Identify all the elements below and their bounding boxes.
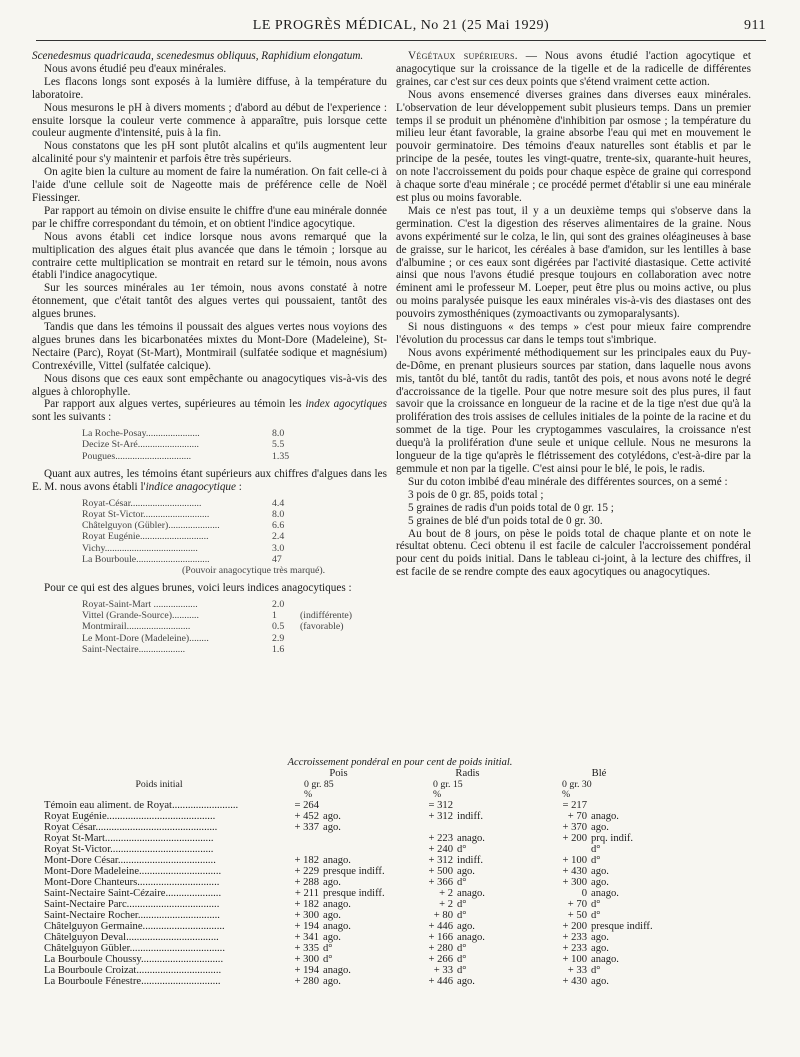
table-row	[44, 877, 764, 888]
row-label: Mont-Dore César.....................................	[44, 855, 216, 866]
table-cell: + 452	[294, 811, 319, 822]
row-label: Témoin eau aliment. de Royat.........................	[44, 800, 239, 811]
list-note	[82, 565, 387, 576]
table-cell: d°	[457, 844, 467, 855]
table-cell: d°	[591, 965, 601, 976]
item-label: La Bourboule..............................	[82, 553, 210, 565]
text: index agocytiques	[305, 398, 388, 411]
item-value: 8.0	[272, 428, 285, 440]
table-cell: + 312	[428, 855, 453, 866]
table-cell	[323, 844, 403, 855]
paragraph: Nous constatons que les pH sont plutôt alcalins et qu'ils augmentent leur alcalinité pour s'y maintenir et parfois être très supérieurs.	[32, 140, 387, 166]
table-cell	[274, 844, 323, 855]
list-item	[82, 498, 387, 509]
paragraph: Sur du coton imbibé d'eau minérale des différentes sources, on a semé :	[408, 475, 728, 488]
column-header-pois: Pois	[329, 768, 348, 779]
table-cell: + 335	[294, 943, 319, 954]
list-item	[82, 543, 387, 554]
item-label: Royat St-Victor...........................	[82, 508, 210, 520]
header-rule	[36, 40, 766, 41]
table-cell: + 370	[562, 822, 587, 833]
table-cell: + 300	[562, 877, 587, 888]
item-value: 6.6	[272, 520, 285, 532]
table-cell: + 366	[428, 877, 453, 888]
row-label: Mont-Dore Madeleine...............................	[44, 866, 222, 877]
table-cell: = 312	[428, 800, 453, 811]
paragraph: Nous mesurons le pH à divers moments ; d'abord au début de l'experience : ensuite lorsque la couleur verte commence à apparaître, puis lorsque cette couleur augmente d'intensité, puis à la fin.	[32, 101, 387, 140]
table-cell: d°	[591, 899, 601, 910]
table-cell: + 200	[562, 921, 587, 932]
agocytic-index-list	[82, 428, 387, 462]
table-cell: ago.	[591, 976, 609, 987]
table-cell: ago.	[323, 822, 341, 833]
list-item	[82, 520, 387, 531]
page-header	[36, 18, 766, 36]
list-item	[82, 621, 387, 632]
row-label: Royat Eugénie.........................................	[44, 811, 216, 822]
table-cell: d°	[323, 943, 333, 954]
table-cell: + 182	[294, 855, 319, 866]
table-cell: ago.	[323, 910, 341, 921]
list-item	[82, 554, 387, 565]
initial-weight-radis: 0 gr. 15	[433, 779, 463, 790]
table-cell: + 240	[428, 844, 453, 855]
table-cell: ago.	[457, 921, 475, 932]
item-label: Le Mont-Dore (Madeleine)........	[82, 632, 209, 644]
item-label: Royat Eugénie............................	[82, 531, 209, 543]
table-cell: + 200	[562, 833, 587, 844]
list-item	[82, 439, 387, 450]
table-cell: anago.	[591, 954, 619, 965]
table-cell: + 233	[562, 932, 587, 943]
item-note: (favorable)	[300, 621, 344, 633]
table-cell: presque indiff.	[591, 921, 653, 932]
table-cell: ago.	[323, 877, 341, 888]
table-cell: + 70	[567, 811, 587, 822]
table-cell: anago.	[323, 899, 351, 910]
item-label: Vittel (Grande-Source)...........	[82, 610, 199, 622]
paragraph: Mais ce n'est pas tout, il y a un deuxième temps qui s'observe dans la germination. C'est la digestion des réserves alimentaires de la graine. Nous avons expérimenté sur le colza, le lin, qui sont des graines oléagineuses à base de graisse, sur le haricot, les céréales à base d'amidon, sur les lentilles à base d'albumine ; or ces eaux sont digérées par l'activité diastasique. Cette activité ainsi que nous l'avons étudié presque toujours en collaboration avec notre éminent ami le professeur M. Loeper, peut être plus ou moins active, ou plus ou moins paralysée puisque les eaux minérales vis-à-vis des diastases ont des pouvoirs zymosthéniques (zymoactivants ou zymoparalysants).	[396, 204, 751, 321]
journal-title: LE PROGRÈS MÉDICAL, No 21 (25 Mai 1929)	[252, 18, 550, 33]
percent-sign: %	[304, 789, 313, 800]
table-cell: + 182	[294, 899, 319, 910]
paragraph: Les flacons longs sont exposés à la lumière diffuse, à la température du laboratoire.	[32, 75, 387, 101]
paragraph: Pour ce qui est des algues brunes, voici leurs indices anagocytiques :	[44, 582, 352, 595]
table-row	[44, 954, 764, 965]
item-value: 1.35	[272, 450, 290, 462]
table-row	[44, 910, 764, 921]
table-cell: + 280	[294, 976, 319, 987]
list-item	[82, 531, 387, 542]
table-cell: anago.	[591, 888, 619, 899]
table-cell: ago.	[591, 866, 609, 877]
paragraph: Nous disons que ces eaux sont empêchante ou anagocytiques vis-à-vis des algues à chlorophylle.	[32, 372, 387, 398]
table-cell: indiff.	[457, 811, 483, 822]
item-value: 8.0	[272, 508, 285, 520]
row-label: Saint-Nectaire Parc...................................	[44, 899, 220, 910]
list-item	[82, 633, 387, 644]
paragraph: Tandis que dans les témoins il poussait des algues vertes nous voyions des algues brunes dans les bicarbonatées mixtes du Mont-Dore (Madeleine), St-Nectaire (Parc), Royat (St-Mart), Montmirail (sulfatée sodique et magnésium) Contrexéville, Vittel (sulfatée calcique).	[32, 321, 387, 372]
table-cell: + 312	[428, 811, 453, 822]
row-label: Châtelguyon Deval...................................	[44, 932, 219, 943]
table-subheader	[44, 780, 764, 790]
table-cell: anago.	[457, 888, 485, 899]
item-label: Royat-César.............................	[82, 497, 202, 509]
table-cell: + 33	[433, 965, 453, 976]
table-cell: 0	[581, 888, 587, 899]
row-label: Châtelguyon Gübler....................................	[44, 943, 225, 954]
table-cell: d°	[457, 910, 467, 921]
text: Par rapport aux algues vertes, supérieures au témoin les	[44, 398, 306, 411]
spacer	[82, 565, 182, 576]
list-item	[82, 644, 387, 655]
initial-weight-pois: 0 gr. 85	[304, 779, 334, 790]
growth-table	[44, 768, 764, 987]
table-cell	[457, 800, 537, 811]
table-cell: + 223	[428, 833, 453, 844]
paragraph: Par rapport au témoin on divise ensuite le chiffre d'une eau minérale donnée par le chiffre correspondant du témoin, et on obtient l'indice agocytique.	[32, 204, 387, 230]
list-item	[82, 509, 387, 520]
left-column	[32, 50, 387, 661]
table-cell: + 229	[294, 866, 319, 877]
table-cell: + 2	[439, 888, 453, 899]
table-cell: ago.	[591, 877, 609, 888]
table-cell	[323, 833, 403, 844]
table-cell: + 70	[567, 899, 587, 910]
spacer	[44, 790, 274, 800]
right-column	[396, 50, 751, 579]
table-cell: ago.	[591, 943, 609, 954]
table-row	[44, 800, 764, 811]
table-cell: ago.	[323, 811, 341, 822]
table-cell: ago.	[323, 932, 341, 943]
table-cell: ago.	[591, 932, 609, 943]
text: indice anagocytique	[145, 480, 236, 493]
table-row	[44, 943, 764, 954]
table-row	[44, 976, 764, 987]
table-cell: anago.	[591, 811, 619, 822]
table-cell: = 264	[294, 800, 319, 811]
table-cell: + 300	[294, 954, 319, 965]
item-value: 5.5	[272, 439, 285, 451]
item-value: 2.4	[272, 531, 285, 543]
item-value: 47	[272, 553, 282, 565]
row-label: La Bourboule Fénestre..............................	[44, 976, 221, 987]
paragraph: Si nous distinguons « des temps » c'est pour mieux faire comprendre l'évolution du processus car dans le temps tout s'imbrique.	[396, 321, 751, 346]
item-label: Pougues...............................	[82, 450, 192, 462]
table-cell: anago.	[323, 965, 351, 976]
list-item	[82, 451, 387, 462]
item-value: 2.0	[272, 599, 285, 611]
table-cell: + 166	[428, 932, 453, 943]
table-cell: prq. indif.	[591, 833, 634, 844]
table-cell: + 430	[562, 976, 587, 987]
item-value: 1.6	[272, 643, 285, 655]
table-cell: + 100	[562, 954, 587, 965]
item-label: Royat-Saint-Mart ..................	[82, 599, 198, 611]
table-cell: + 33	[567, 965, 587, 976]
item-label: Vichy......................................	[82, 542, 198, 554]
table-cell: + 337	[294, 822, 319, 833]
table-cell: + 194	[294, 965, 319, 976]
table-row	[44, 866, 764, 877]
table-cell: + 341	[294, 932, 319, 943]
row-label: Royat St-Victor.......................................	[44, 844, 214, 855]
paragraph	[32, 468, 387, 494]
table-cell: indiff.	[457, 855, 483, 866]
list-item	[82, 428, 387, 439]
item-label: Châtelguyon (Gübler).....................	[82, 520, 220, 532]
table-cell: d°	[457, 877, 467, 888]
table-cell: d°	[457, 954, 467, 965]
text: sont les suivants :	[32, 411, 112, 424]
column-header-radis: Radis	[455, 768, 480, 779]
table-cell: + 300	[294, 910, 319, 921]
text: — Nous avons étudié l'action agocytique et anagocytique sur la croissance de la tigelle et de la radicelle de différentes graines, car c'est sur ces deux points que s'étend vraiment cette action.	[396, 50, 751, 88]
anagocytic-index-list	[82, 498, 387, 576]
table-cell: ago.	[457, 866, 475, 877]
table-body	[44, 800, 764, 987]
table-cell: d°	[457, 965, 467, 976]
table-cell: + 211	[294, 888, 319, 899]
table-cell	[591, 800, 671, 811]
table-cell: + 100	[562, 855, 587, 866]
table-row	[44, 833, 764, 844]
table-cell: anago.	[457, 932, 485, 943]
table-cell: + 446	[428, 976, 453, 987]
paragraph: Nous avons ensemencé diverses graines dans diverses eaux minérales. L'observation de leur développement subit plusieurs temps. Dans un premier temps il se produit un phénomène d'inhibition par osmose ; la température du milieu leur étant favorable, la graine absorbe l'eau qui met en mouvement le pouvoir germinatoire. Des témoins d'eaux naturelles sont établis et par le principe de la pesée, toutes les vingt-quatre, trente-six, quarante-huit heures, on note l'accroissement du poids pour chaque espèce de graine qui correspond à chaque sorte d'eau minérale ; ce procédé permet d'établir si une eau minérale est plus ou moins favorable.	[396, 88, 751, 204]
paragraph	[396, 50, 751, 89]
paragraph: Au bout de 8 jours, on pèse le poids total de chaque plante et on note le résultat obtenu. Ceci obtenu il est facile de calculer l'accroissement pondéral pour cent du poids initial. Dans le tableau ci-joint, à la lecture des chiffres, il est facile de se rendre compte des eaux agocytiques ou anagocytiques.	[396, 527, 751, 579]
table-cell: d°	[591, 855, 601, 866]
paragraph	[32, 398, 387, 424]
text: Quant aux autres, les témoins étant supérieurs aux chiffres d'algues dans les E. M. nous avons établi l'	[32, 467, 387, 493]
paragraph: Sur les sources minérales au 1er témoin, nous avons constaté à notre étonnement, que c'était tantôt des algues vertes qui poussaient, tantôt des algues brunes.	[32, 282, 387, 321]
percent-sign: %	[562, 789, 571, 800]
row-label: Saint-Nectaire Saint-Cézaire.....................	[44, 888, 222, 899]
table-cell: ago.	[591, 822, 609, 833]
table-cell: presque indiff.	[323, 866, 385, 877]
item-label: Saint-Nectaire...................	[82, 643, 186, 655]
list-item	[82, 610, 387, 621]
table-cell: anago.	[323, 921, 351, 932]
table-row	[44, 888, 764, 899]
item-value: 1	[272, 610, 277, 622]
row-label: La Bourboule Choussy...............................	[44, 954, 224, 965]
paragraph: On agite bien la culture au moment de faire la numération. On fait celle-ci à l'aide d'une cellule soit de Nageotte mais de préférence celle de Noël Fiessinger.	[32, 166, 387, 204]
item-value: 3.0	[272, 542, 285, 554]
table-cell: + 446	[428, 921, 453, 932]
table-caption: Accroissement pondéral en pour cent de poids initial.	[287, 757, 513, 768]
paragraph: Nous avons établi cet indice lorsque nous avons remarqué que la multiplication des algues était plus avancée que dans le témoin ; lorsque au contraire cette multiplication se montrait en retard sur le témoin, nous avons établi l'indice anagocytique.	[32, 230, 387, 282]
table-row	[44, 932, 764, 943]
table-row	[44, 844, 764, 855]
list-line: 5 graines de radis d'un poids total de 0 gr. 15 ;	[408, 501, 614, 514]
row-label: La Bourboule Croizat................................	[44, 965, 222, 976]
initial-weight-ble: 0 gr. 30	[562, 779, 592, 790]
list-item	[82, 599, 387, 610]
table-row	[44, 921, 764, 932]
table-cell	[537, 844, 591, 855]
table-cell	[323, 800, 403, 811]
table-cell: + 280	[428, 943, 453, 954]
brown-algae-index-list	[82, 599, 387, 655]
item-label: Montmirail..........................	[82, 621, 191, 633]
table-cell: + 50	[567, 910, 587, 921]
table-cell	[457, 822, 537, 833]
table-cell: + 80	[433, 910, 453, 921]
paragraph: Nous avons expérimenté méthodiquement sur les principales eaux du Puy-de-Dôme, en prenant plusieurs sources par station, dans laquelle nous avons mis, tantôt du blé, tantôt du radis, tantôt des pois, et nous avons noté le degré d'accroissance de la tigelle. Pour que notre mesure soit des plus pures, il faut savoir que la croissance en longueur de la racine et de la tige n'est due qu'à la prolifération des trois assises de cellules initiales de la pointe de la racine et du sommet de la tige. Pour les cryptogammes vasculaires, la croissance n'est duequ'à la prolifération d'une seule et unique cellule. Nous ne mesurons la longueur de la tige qu'après le flétrissement des cotylédons, c'est-à-dire par la gemmule et non par la tigelle. C'est ainsi pour le blé, le pois, le radis.	[396, 346, 751, 475]
row-label: Saint-Nectaire Rocher...............................	[44, 910, 220, 921]
paragraph: Nous avons étudié peu d'eaux minérales.	[44, 62, 227, 75]
item-label: Decize St-Aré.........................	[82, 439, 199, 451]
table-row	[44, 855, 764, 866]
table-cell: presque indiff.	[323, 888, 385, 899]
row-label: Châtelguyon Germaine...............................	[44, 921, 225, 932]
table-cell: + 233	[562, 943, 587, 954]
item-label: La Roche-Posay......................	[82, 428, 200, 440]
note-text: (Pouvoir anagocytique très marqué).	[182, 564, 326, 576]
row-label: Royat St-Mart.........................................	[44, 833, 214, 844]
paragraph: Scenedesmus quadricauda, scenedesmus obliquus, Raphidium elongatum.	[32, 50, 364, 62]
table-cell	[274, 833, 323, 844]
table-row	[44, 822, 764, 833]
table-cell: anago.	[457, 833, 485, 844]
table-row	[44, 965, 764, 976]
row-label: Royat César..............................................	[44, 822, 218, 833]
table-cell: d°	[591, 844, 601, 855]
item-value: 0.5	[272, 621, 285, 633]
initial-weight-label: Poids initial	[135, 779, 183, 790]
text: :	[235, 480, 242, 493]
table-cell: d°	[591, 910, 601, 921]
table-cell: ago.	[457, 976, 475, 987]
percent-sign: %	[433, 789, 442, 800]
item-value: 2.9	[272, 632, 285, 644]
table-cell: + 2	[439, 899, 453, 910]
list-line: 3 pois de 0 gr. 85, poids total ;	[408, 488, 544, 501]
row-label: Mont-Dore Chanteurs...............................	[44, 877, 220, 888]
table-cell: = 217	[562, 800, 587, 811]
table-subheader-pct	[44, 790, 764, 800]
table-cell: + 288	[294, 877, 319, 888]
column-header-ble: Blé	[591, 768, 607, 779]
item-note: (indifférente)	[300, 610, 353, 622]
table-cell: d°	[457, 943, 467, 954]
table-cell: anago.	[323, 855, 351, 866]
table-cell: ago.	[323, 976, 341, 987]
list-line: 5 graines de blé d'un poids total de 0 gr. 30.	[408, 514, 603, 527]
table-cell: + 194	[294, 921, 319, 932]
table-cell	[403, 822, 457, 833]
table-cell: + 500	[428, 866, 453, 877]
table-row	[44, 811, 764, 822]
table-cell: + 430	[562, 866, 587, 877]
item-value: 4.4	[272, 497, 285, 509]
table-row	[44, 899, 764, 910]
table-cell: + 266	[428, 954, 453, 965]
page-number: 911	[744, 18, 766, 33]
table-cell: d°	[323, 954, 333, 965]
table-cell: d°	[457, 899, 467, 910]
section-heading: Végétaux supérieurs.	[408, 50, 518, 62]
